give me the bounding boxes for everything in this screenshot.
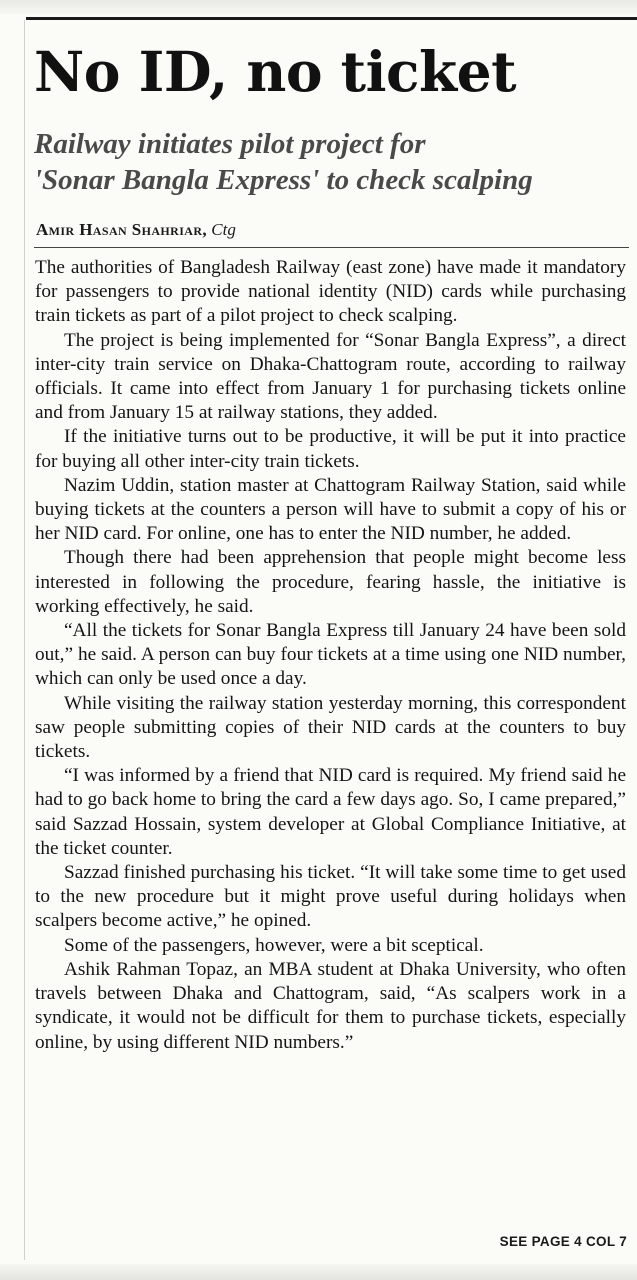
headline: No ID, no ticket bbox=[34, 39, 516, 104]
paragraph: “I was informed by a friend that NID card is required. My friend said he had to go back home to bring the card a few days ago. So, I came prepared,” said Sazzad Hossain, system developer at Global Compliance Initiative, at the ticket counter. bbox=[35, 765, 626, 859]
byline-author: Amir Hasan Shahriar, bbox=[36, 220, 208, 239]
article-body bbox=[35, 256, 626, 1055]
paragraph: While visiting the railway station yesterday morning, this correspondent saw people submitting copies of their NID cards at the counters to buy tickets. bbox=[35, 692, 626, 763]
column-rule bbox=[24, 20, 25, 1260]
paragraph: Some of the passengers, however, were a bit sceptical. bbox=[64, 934, 484, 956]
top-scan-edge bbox=[0, 0, 637, 14]
bottom-scan-edge bbox=[0, 1264, 637, 1280]
paragraph: “All the tickets for Sonar Bangla Express till January 24 have been sold out,” he said. A person can buy four tickets at a time using one NID number, which can only be used once a day. bbox=[35, 620, 626, 690]
paragraph: Ashik Rahman Topaz, an MBA student at Dhaka University, who often travels between Dhaka and Chattogram, said, “As scalpers work in a syndicate, it would not be difficult for them to purchase tickets, especially online, by using different NID numbers.” bbox=[35, 958, 626, 1053]
paragraph: Nazim Uddin, station master at Chattogram Railway Station, said while buying tickets at the counters a person will have to submit a copy of his or her NID card. For online, one has to enter the NID number, he added. bbox=[35, 474, 626, 545]
paragraph: Though there had been apprehension that people might become less interested in following the procedure, fearing hassle, the initiative is working effectively, he said. bbox=[35, 547, 626, 617]
byline bbox=[36, 219, 236, 241]
byline-divider bbox=[34, 247, 629, 248]
byline-location: Ctg bbox=[211, 220, 236, 239]
paragraph: The authorities of Bangladesh Railway (east zone) have made it mandatory for passengers to provide national identity (NID) cards while purchasing train tickets as part of a pilot project to check scalping. bbox=[35, 257, 626, 327]
continuation-jump-line: SEE PAGE 4 COL 7 bbox=[499, 1234, 627, 1249]
paragraph: If the initiative turns out to be productive, it will be put it into practice for buying all other inter-city train tickets. bbox=[35, 426, 626, 472]
subhead-line-1: Railway initiates pilot project for bbox=[34, 128, 426, 160]
paragraph: The project is being implemented for “Sonar Bangla Express”, a direct inter-city train service on Dhaka-Chattogram route, according to railway officials. It came into effect from January 1 for purchasing tickets online and from January 15 at railway stations, they added. bbox=[35, 329, 626, 424]
subhead-line-2: 'Sonar Bangla Express' to check scalping bbox=[34, 164, 533, 196]
subhead bbox=[34, 126, 533, 198]
top-rule bbox=[26, 17, 637, 20]
paragraph: Sazzad finished purchasing his ticket. “It will take some time to get used to the new procedure but it might prove useful during holidays when scalpers become active,” he opined. bbox=[35, 862, 626, 932]
